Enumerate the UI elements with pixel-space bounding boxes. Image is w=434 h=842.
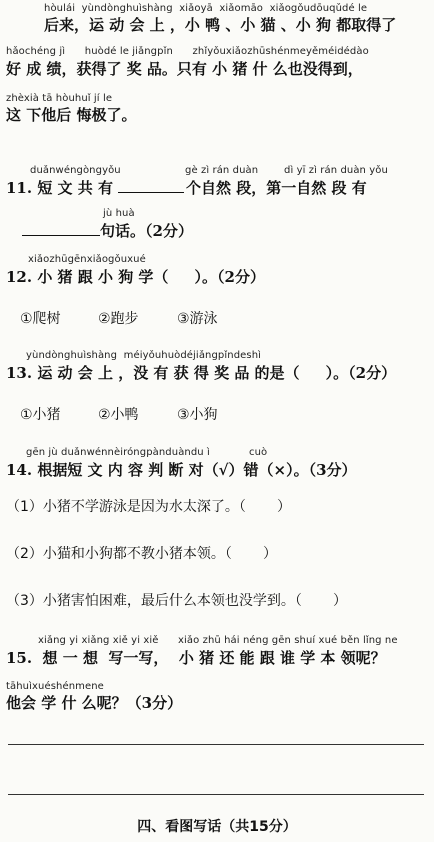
q15-pinyin-b: xiǎo zhū hái néng gēn shuí xué běn lǐng ne <box>178 635 398 646</box>
q12-option-3[interactable]: ③游泳 <box>177 311 218 327</box>
q12-option-2[interactable]: ②跑步 <box>98 311 139 327</box>
section-4-title: 四、看图写话（共15分） <box>137 819 297 835</box>
q14-text: 14. 根据短 文 内 容 判 断 对（√）错（×）。（3分） <box>6 461 357 479</box>
q14-item-1[interactable]: （1）小猪不学游泳是因为水太深了。（ ） <box>6 499 292 515</box>
q13-option-3[interactable]: ③小狗 <box>177 407 218 423</box>
q13-option-1[interactable]: ①小猪 <box>20 407 61 423</box>
q11-text-a: 11. 短 文 共 有 <box>6 179 113 197</box>
q11-blank-1[interactable] <box>118 192 184 193</box>
q12-pinyin: xiǎozhūgēnxiǎogǒuxué <box>28 254 146 265</box>
answer-line-1[interactable] <box>8 744 424 745</box>
passage-line2-pinyin: hǎochéng jì huòdé le jiǎngpǐn zhǐyǒuxiǎozhūshénmeyěméidédào <box>6 46 369 57</box>
passage-line3-text: 这 下他后 悔极了。 <box>6 106 137 124</box>
q13-text: 13. 运 动 会 上 ，没 有 获 得 奖 品 的是（ ）。（2分） <box>6 364 397 382</box>
q11-text-c: 句话。（2分） <box>100 222 193 240</box>
q11-pinyin-b: gè zì rán duàn <box>185 165 259 176</box>
q15-pinyin-c: tāhuìxuéshénmene <box>6 681 104 692</box>
passage-line2-text: 好 成 绩，获得了 奖 品。只有 小 猪 什 么也没得到， <box>6 60 363 78</box>
q14-item-3[interactable]: （3）小猪害怕困难，最后什么本领也没学到。（ ） <box>6 593 348 609</box>
q12-option-1[interactable]: ①爬树 <box>20 311 61 327</box>
passage-line3-pinyin: zhèxià tā hòuhuǐ jí le <box>6 93 113 104</box>
q13-pinyin: yùndònghuìshàng méiyǒuhuòdéjiǎngpǐndeshì <box>26 350 262 361</box>
passage-line1-text: 后来，运 动 会 上 ，小 鸭 、小 猫 、小 狗 都取得了 <box>44 16 397 34</box>
q15-pinyin-a: xiǎng yi xiǎng xiě yi xiě <box>38 635 159 646</box>
q15-text-b: 他会 学 什 么呢？（3分） <box>6 694 183 712</box>
q13-option-2[interactable]: ②小鸭 <box>98 407 139 423</box>
q15-text-a: 15. 想 一 想 写一写， 小 猪 还 能 跟 谁 学 本 领呢？ <box>6 649 386 667</box>
q14-item-2[interactable]: （2）小猫和小狗都不教小猪本领。（ ） <box>6 546 278 562</box>
q12-text: 12. 小 猪 跟 小 狗 学（ ）。（2分） <box>6 268 265 286</box>
q11-pinyin-d: jù huà <box>103 208 135 219</box>
passage-line1-pinyin: hòulái yùndònghuìshàng xiǎoyā xiǎomāo xiǎogǒudōuqǔdé le <box>44 3 368 14</box>
q11-pinyin-a: duǎnwéngòngyǒu <box>30 165 121 176</box>
q14-pinyin-a: gēn jù duǎnwénnèiróngpànduàndu ì <box>26 447 210 458</box>
q11-blank-2[interactable] <box>22 235 100 236</box>
answer-line-2[interactable] <box>8 794 424 795</box>
q11-pinyin-c: dì yī zì rán duàn yǒu <box>284 165 388 176</box>
q11-text-b: 个自然 段，第一自然 段 有 <box>186 179 367 197</box>
q14-pinyin-b: cuò <box>249 447 268 458</box>
